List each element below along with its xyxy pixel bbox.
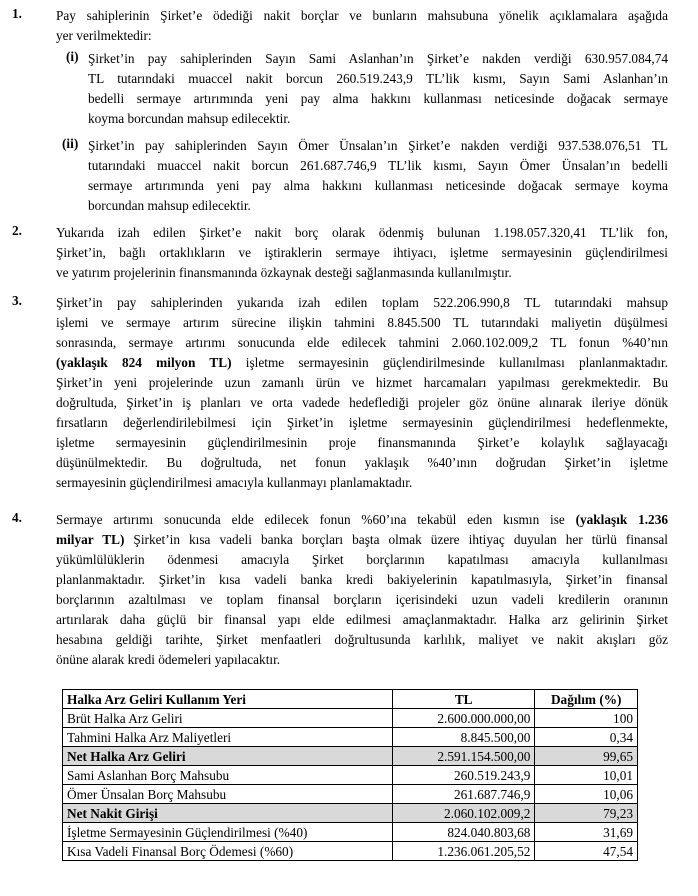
row-pct: 99,65: [535, 747, 638, 766]
text-line: Yukarıda izah edilen Şirket’e nakit borç olarak ödenmiş bulunan 1.198.057.320,41 TL’lik fon,: [56, 225, 668, 240]
table-row: [63, 842, 638, 861]
table-row: [63, 823, 638, 842]
item-number: 2.: [12, 223, 22, 238]
row-label: Sami Aslanhan Borç Mahsubu: [63, 766, 393, 785]
text-line: [56, 510, 668, 530]
table-row-subtotal: [63, 804, 638, 823]
row-tl: 2.591.154.500,00: [392, 747, 534, 766]
item-1: [12, 6, 668, 46]
text-line: TL tutarındaki muaccel nakit borcun 260.519.243,9 TL’lik kısmı, Sayın Sami Aslanhan’ın: [88, 71, 668, 86]
bold-text: (yaklaşık 1.236: [575, 512, 668, 527]
text-line: sonrasında, sermaye artırımı sonucunda elde edilecek tahmini 2.060.102.009,2 TL fonun %40’nın: [56, 335, 668, 350]
text-span: Sermaye artırımı sonucunda elde edilecek fonun %60’ına tekabül eden kısmın ise: [56, 512, 576, 527]
text-line: fırsatların değerlendirilebilmesi için Şirket’in işletme sermayesinin güçlendirilmesi hedeflenmekte,: [56, 415, 668, 430]
row-label: Brüt Halka Arz Geliri: [63, 709, 393, 728]
row-label: Ömer Ünsalan Borç Mahsubu: [63, 785, 393, 804]
text-span: işletme sermayesinin güçlendirilmesinde kullanılması planlanmaktadır.: [231, 355, 669, 370]
text-line: işletme sermayesinin güçlendirilmesinin proje finansmanında Şirket’e kolaylık sağlayacağı: [56, 435, 668, 450]
row-label: Net Halka Arz Geliri: [63, 747, 393, 766]
text-line: sermaye artırımında yeni pay alma hakkını kullanması neticesinde doğacak sermaye koyma: [88, 178, 668, 193]
row-tl: 1.236.061.205,52: [392, 842, 534, 861]
row-label: Net Nakit Girişi: [63, 804, 393, 823]
header-cell-pct: Dağılım (%): [535, 690, 638, 709]
row-tl: 260.519.243,9: [392, 766, 534, 785]
row-pct: 10,06: [535, 785, 638, 804]
text-line: bedelli sermaye artırımında yeni pay alma hakkını kullanması neticesinde doğacak sermaye: [88, 91, 668, 106]
text-line: Şirket’in yeni projelerinde uzun zamanlı ürün ve hizmet harcamaları yapılması gerekmektedir. Bu: [56, 375, 668, 390]
text-line: Şirket’in pay sahiplerinden yukarıda izah edilen toplam 522.206.990,8 TL tutarındaki mahsup: [56, 295, 668, 310]
text-line: borçlarının azaltılması ve toplam finansal borçların içerisindeki uzun vadeli kredilerin oranının: [56, 592, 668, 607]
header-cell-tl: TL: [392, 690, 534, 709]
text-line: hesabına geldiği tarihte, Şirket menfaatleri doğrultusunda karlılık, maliyet ve nakit akışları göz: [56, 632, 668, 647]
row-tl: 261.687.746,9: [392, 785, 534, 804]
bold-text: (yaklaşık 824 milyon TL): [56, 355, 232, 370]
text-line: yer verilmektedir:: [56, 28, 152, 43]
item-number: 4.: [12, 510, 22, 525]
row-pct: 100: [535, 709, 638, 728]
text-line: Şirket’in pay sahiplerinden Sayın Sami Aslanhan’ın Şirket’e nakden verdiği 630.957.084,74: [88, 51, 668, 66]
text-line: işlemi ve sermaye artırım sürecine ilişkin tahmini 8.845.500 TL tutarındaki maliyetin düşülmesi: [56, 315, 668, 330]
item-number: 3.: [12, 293, 22, 308]
bold-text: milyar TL): [56, 532, 125, 547]
item-1-sub-ii: [62, 136, 668, 216]
row-tl: 2.600.000.000,00: [392, 709, 534, 728]
text-line: sermayesinin güçlendirilmesi amacıyla kullanmayı planlamaktadır.: [56, 475, 413, 490]
text-line: artırılarak daha güçlü bir finansal yapı elde edilmesi amaçlanmaktadır. Halka arz gelirinin Şirket: [56, 612, 668, 627]
text-line: borcundan mahsup edilecektir.: [88, 198, 251, 213]
sub-label: (i): [66, 49, 79, 64]
row-tl: 824.040.803,68: [392, 823, 534, 842]
row-tl: 2.060.102.009,2: [392, 804, 534, 823]
text-line: [56, 353, 668, 373]
header-cell-usage: Halka Arz Geliri Kullanım Yeri: [63, 690, 393, 709]
row-tl: 8.845.500,00: [392, 728, 534, 747]
row-pct: 47,54: [535, 842, 638, 861]
item-2: [12, 223, 668, 283]
item-4: [12, 510, 668, 670]
text-line: Şirket’in, bağlı ortaklıkların ve iştiraklerin sermaye ihtiyacı, işletme sermayesinin güçlendirilmesi: [56, 245, 668, 260]
text-line: düşünülmektedir. Bu doğrultuda, net fonun yaklaşık %40’ının doğrudan Şirket’in işletme: [56, 455, 668, 470]
row-label: İşletme Sermayesinin Güçlendirilmesi (%40): [63, 823, 393, 842]
item-3: [12, 293, 669, 493]
text-line: [56, 530, 668, 550]
row-pct: 79,23: [535, 804, 638, 823]
text-line: koyma borcundan mahsup edilecektir.: [88, 111, 291, 126]
text-line: tutarındaki muaccel nakit borcun 261.687.746,9 TL’lik kısmı, Sayın Ömer Ünsalan’ın bedelli: [88, 158, 668, 173]
table-row: [63, 709, 638, 728]
table-row: [63, 766, 638, 785]
item-number: 1.: [12, 6, 22, 21]
table-header-row: [63, 690, 638, 709]
row-label: Kısa Vadeli Finansal Borç Ödemesi (%60): [63, 842, 393, 861]
row-pct: 10,01: [535, 766, 638, 785]
text-line: doğrultuda, Şirket’in iş planları ve orta vadede hedeflediği projeler göz önüne alınarak ileriye dönük: [56, 395, 668, 410]
table-row: [63, 728, 638, 747]
row-label: Tahmini Halka Arz Maliyetleri: [63, 728, 393, 747]
text-line: Şirket’in pay sahiplerinden Sayın Ömer Ünsalan’ın Şirket’e nakden verdiği 937.538.076,51 TL: [88, 138, 668, 153]
text-line: planlanmaktadır. Şirket’in kısa vadeli banka kredi bakiyelerinin kapatılmasıyla, Şirket’in finansal: [56, 572, 668, 587]
text-span: Şirket’in kısa vadeli banka borçları başta olmak üzere ihtiyaç duyulan her türlü finansal: [124, 532, 668, 547]
item-1-sub-i: [66, 49, 668, 129]
sub-label: (ii): [62, 136, 79, 151]
proceeds-table: [62, 689, 638, 861]
text-line: ve yatırım projelerinin finansmanında özkaynak desteği sağlanmasında kullanılmıştır.: [56, 265, 512, 280]
table-row-subtotal: [63, 747, 638, 766]
row-pct: 0,34: [535, 728, 638, 747]
text-line: yükümlülüklerin ödenmesi amacıyla Şirket borçlarının kapatılması amacıyla kullanılması: [56, 552, 668, 567]
text-line: Pay sahiplerinin Şirket’e ödediği nakit borçlar ve bunların mahsubuna yönelik açıklamalara aşağıda: [56, 8, 668, 23]
row-pct: 31,69: [535, 823, 638, 842]
text-line: önüne alarak kredi ödemeleri yapılacaktır.: [56, 652, 281, 667]
table-row: [63, 785, 638, 804]
